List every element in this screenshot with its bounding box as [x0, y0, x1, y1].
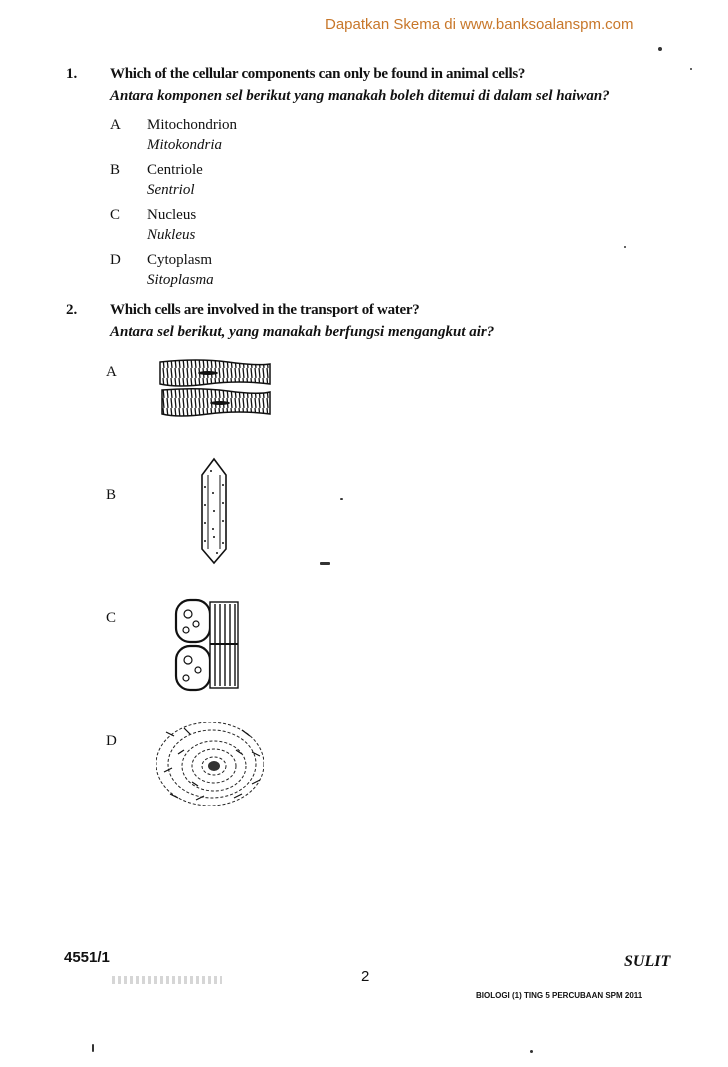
- page-number: 2: [361, 968, 370, 985]
- q2-option-d-letter[interactable]: D: [106, 733, 117, 749]
- q1-option-a-letter[interactable]: A: [110, 117, 121, 133]
- q1-option-a-text: Mitochondrion: [147, 117, 237, 133]
- question-1-number: 1.: [66, 66, 78, 82]
- q1-option-d-letter[interactable]: D: [110, 252, 121, 268]
- q1-option-c-letter[interactable]: C: [110, 207, 121, 223]
- paper-code: 4551/1: [64, 949, 110, 966]
- q1-option-d-text: Cytoplasm: [147, 252, 213, 268]
- q1-option-d-translation: Sitoplasma: [147, 272, 214, 288]
- scan-speck: [340, 498, 343, 500]
- faded-stamp: [112, 976, 222, 984]
- q1-option-b-text: Centriole: [147, 162, 203, 178]
- muscle-fibre-illustration: [158, 358, 272, 418]
- exam-title: BIOLOGI (1) TING 5 PERCUBAAN SPM 2011: [476, 991, 643, 1000]
- q1-option-a-translation: Mitokondria: [147, 137, 222, 153]
- q2-option-b-letter[interactable]: B: [106, 487, 117, 503]
- sulit-label: SULIT: [624, 953, 671, 970]
- q2-option-a-letter[interactable]: A: [106, 364, 117, 380]
- xylem-vessel-illustration: [196, 457, 232, 565]
- q1-option-c-text: Nucleus: [147, 207, 197, 223]
- bone-tissue-illustration: [156, 722, 264, 806]
- question-2-translation: Antara sel berikut, yang manakah berfungsi mengangkut air?: [110, 324, 495, 340]
- question-1-translation: Antara komponen sel berikut yang manakah boleh ditemui di dalam sel haiwan?: [110, 88, 610, 104]
- guard-cell-illustration: [174, 596, 240, 694]
- scan-speck: [690, 68, 692, 70]
- scan-speck: [92, 1044, 94, 1052]
- question-1-text: Which of the cellular components can only be found in animal cells?: [110, 66, 526, 82]
- q1-option-b-translation: Sentriol: [147, 182, 195, 198]
- q1-option-b-letter[interactable]: B: [110, 162, 121, 178]
- scan-speck: [624, 246, 626, 248]
- q2-option-c-letter[interactable]: C: [106, 610, 117, 626]
- question-2-text: Which cells are involved in the transport of water?: [110, 302, 420, 318]
- scan-speck: [320, 562, 330, 565]
- scan-speck: [530, 1050, 533, 1053]
- q1-option-c-translation: Nukleus: [147, 227, 196, 243]
- watermark-link[interactable]: Dapatkan Skema di www.banksoalanspm.com: [325, 16, 634, 33]
- scan-speck: [658, 47, 662, 51]
- question-2-number: 2.: [66, 302, 78, 318]
